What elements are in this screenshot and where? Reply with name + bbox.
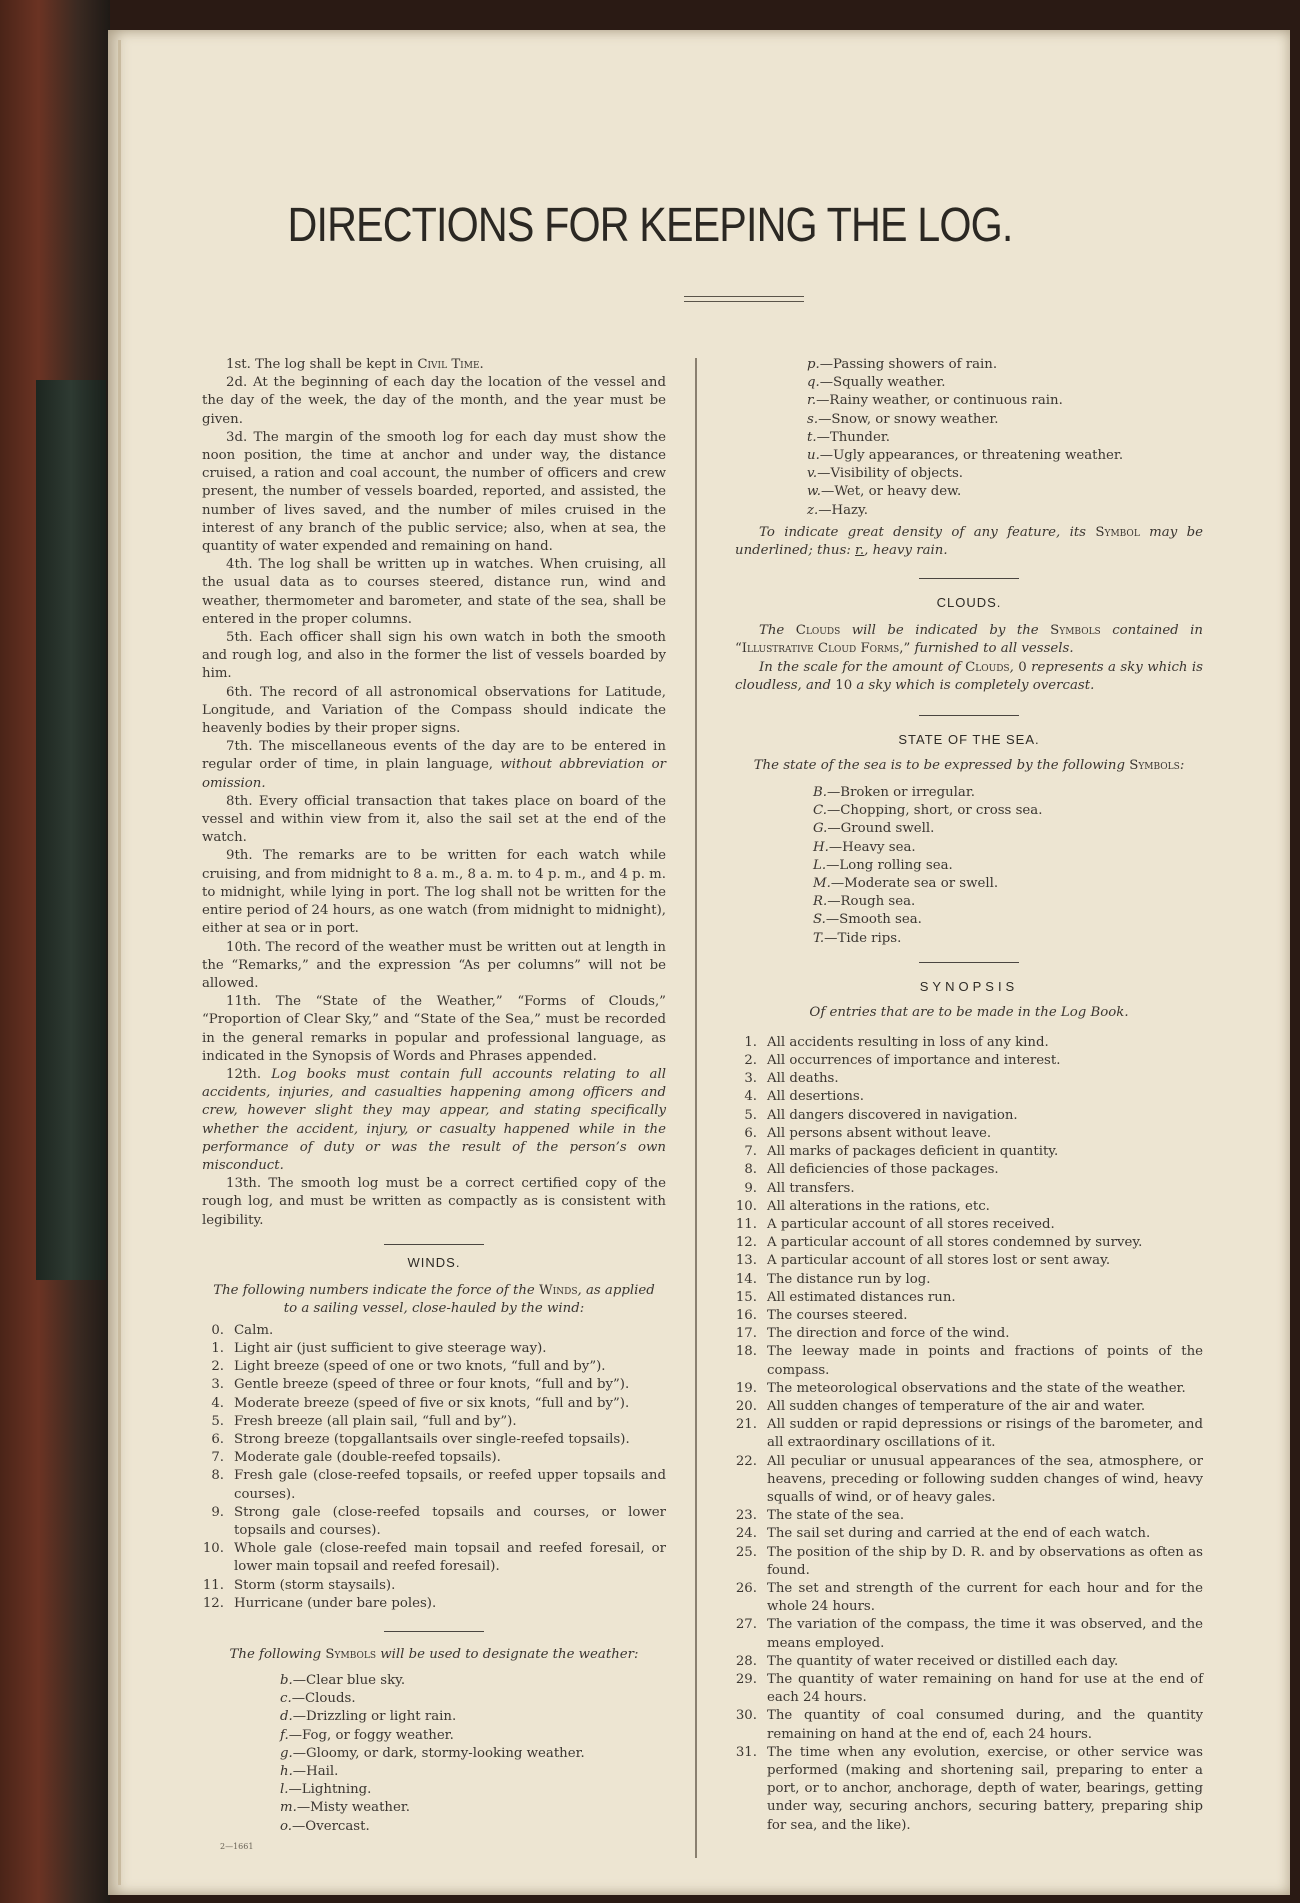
weather-symbol-item: b.—Clear blue sky. <box>280 1673 406 1688</box>
sea-intro: The state of the sea is to be expressed by the following Symbols: <box>753 758 1185 774</box>
synopsis-item: 30. The quantity of coal consumed during, and the quantity remaining on hand at the end of, each 24 hours. <box>735 1708 1203 1742</box>
sea-symbol-item: B.—Broken or irregular. <box>813 785 975 801</box>
right-column <box>735 356 1203 1835</box>
synopsis-subtitle: Of entries that are to be made in the Log Book. <box>809 1004 1129 1020</box>
wind-force-item: 6. Strong breeze (topgallantsails over single-reefed topsails). <box>211 1431 630 1447</box>
wind-force-item: 11. Storm (storm staysails). <box>202 1577 396 1593</box>
book-binding-cloth <box>36 380 106 1280</box>
direction-paragraph: 12th. Log books must contain full accounts relating to all accidents, injuries, and casualties happening among officers and crew, however slight they may appear, and stating specifically whether the accident, injury, or casualty happened while in the performance of duty or was the result of the person’s own misconduct. <box>202 1066 666 1173</box>
direction-ordinal: 8th. <box>226 793 253 809</box>
weather-symbol-item: w.—Wet, or heavy dew. <box>807 484 962 500</box>
synopsis-item: 22. All peculiar or unusual appearances of the sea, atmosphere, or heavens, preceding or following sudden changes of wind, heavy squalls of wind, or of heavy gales. <box>735 1453 1203 1505</box>
direction-paragraph: 10th. The record of the weather must be written out at length in the “Remarks,” and the expression “As per columns” will not be allowed. <box>202 939 666 991</box>
synopsis-item: 11. A particular account of all stores received. <box>735 1216 1055 1232</box>
weather-symbol-item: h.—Hail. <box>280 1764 339 1780</box>
direction-ordinal: 12th. <box>226 1066 262 1082</box>
synopsis-heading: SYNOPSIS <box>919 978 1019 994</box>
page-title: DIRECTIONS FOR KEEPING THE LOG. <box>287 199 1013 252</box>
weather-symbols-intro: The following Symbols will be used to designate the weather: <box>229 1647 639 1662</box>
synopsis-item: 24. The sail set during and carried at the end of each watch. <box>735 1526 1151 1542</box>
synopsis-item: 5. All dangers discovered in navigation. <box>744 1107 1018 1123</box>
title-double-rule <box>684 296 804 302</box>
direction-paragraph: 4th. The log shall be written up in watches. When cruising, all the usual data as to courses steered, distance run, wind and weather, thermometer and barometer, and state of the sea, shall be entered in the proper columns. <box>202 557 666 627</box>
synopsis-item: 15. All estimated distances run. <box>735 1289 956 1305</box>
weather-symbol-item: v.—Visibility of objects. <box>807 466 964 482</box>
synopsis-list <box>735 1034 1203 1835</box>
sea-symbol-item: S.—Smooth sea. <box>813 912 922 928</box>
synopsis-item: 29. The quantity of water remaining on hand for use at the end of each 24 hours. <box>735 1671 1203 1706</box>
sea-symbol-item: T.—Tide rips. <box>813 930 902 946</box>
wind-force-item: 8. Fresh gale (close-reefed topsails, or reefed upper topsails and courses). <box>211 1468 666 1502</box>
synopsis-item: 4. All desertions. <box>744 1089 864 1105</box>
wind-force-item: 10. Whole gale (close-reefed main topsail and reefed foresail, or lower main topsail and reefed foresail). <box>202 1541 666 1575</box>
synopsis-item: 9. All transfers. <box>744 1180 855 1196</box>
weather-symbol-item: m.—Misty weather. <box>280 1800 410 1816</box>
weather-symbol-item: q.—Squally weather. <box>807 375 946 391</box>
synopsis-item: 16. The courses steered. <box>735 1307 908 1323</box>
synopsis-item: 2. All occurrences of importance and interest. <box>744 1053 1061 1069</box>
wind-force-item: 3. Gentle breeze (speed of three or four knots, “full and by”). <box>211 1377 630 1393</box>
wind-force-item: 12. Hurricane (under bare poles). <box>202 1595 437 1611</box>
synopsis-item: 18. The leeway made in points and fractions of points of the compass. <box>735 1344 1203 1378</box>
synopsis-item: 23. The state of the sea. <box>735 1508 905 1524</box>
clouds-para-1: The Clouds will be indicated by the Symbols contained in “Illustrative Cloud Forms,” furnished to all vessels. <box>735 623 1203 657</box>
wind-force-item: 1. Light air (just sufficient to give steerage way). <box>211 1340 547 1356</box>
synopsis-item: 6. All persons absent without leave. <box>744 1125 992 1141</box>
sea-symbol-item: C.—Chopping, short, or cross sea. <box>813 803 1043 819</box>
direction-paragraph: 2d. At the beginning of each day the location of the vessel and the day of the week, the day of the month, and the year must be given. <box>202 375 666 427</box>
weather-symbols-list-b <box>807 356 1203 520</box>
synopsis-item: 10. All alterations in the rations, etc. <box>735 1198 990 1214</box>
synopsis-item: 21. All sudden or rapid depressions or risings of the barometer, and all extraordinary oscillations of it. <box>735 1417 1203 1451</box>
column-divider <box>695 358 697 1858</box>
printer-mark: 2—1661 <box>220 1841 254 1851</box>
direction-paragraph: 8th. Every official transaction that takes place on board of the vessel and within view from it, also the sail set at the end of the watch. <box>202 793 666 846</box>
weather-symbol-item: s.—Snow, or snowy weather. <box>807 411 999 427</box>
synopsis-item: 17. The direction and force of the wind. <box>735 1326 1010 1342</box>
winds-scale-list <box>202 1322 666 1613</box>
weather-symbol-item: g.—Gloomy, or dark, stormy-looking weather. <box>280 1745 585 1761</box>
synopsis-item: 20. All sudden changes of temperature of the air and water. <box>735 1398 1146 1414</box>
density-note: To indicate great density of any feature, its Symbol may be underlined; thus: r., heavy rain. <box>735 524 1203 559</box>
clouds-heading: CLOUDS. <box>936 595 1002 611</box>
direction-ordinal: 6th. <box>226 684 253 700</box>
directions-list <box>202 356 666 1230</box>
direction-paragraph: 5th. Each officer shall sign his own watch in both the smooth and rough log, and also in the former the list of vessels boarded by him. <box>202 630 666 682</box>
direction-ordinal: 10th. <box>226 939 262 955</box>
synopsis-item: 8. All deficiencies of those packages. <box>744 1162 999 1178</box>
synopsis-item: 7. All marks of packages deficient in quantity. <box>744 1144 1059 1160</box>
page-gutter-edge <box>118 40 121 1885</box>
direction-ordinal: 9th. <box>226 848 253 864</box>
synopsis-item: 3. All deaths. <box>744 1071 839 1087</box>
weather-symbol-item: f.—Fog, or foggy weather. <box>280 1727 454 1743</box>
winds-heading: WINDS. <box>407 1254 461 1270</box>
weather-symbol-item: p.—Passing showers of rain. <box>807 357 998 372</box>
wind-force-item: 7. Moderate gale (double-reefed topsails). <box>211 1450 501 1466</box>
weather-symbol-item: r.—Rainy weather, or continuous rain. <box>807 393 1063 409</box>
weather-symbol-item: c.—Clouds. <box>280 1691 356 1707</box>
weather-symbols-list-a <box>280 1672 666 1836</box>
wind-force-item: 0. Calm. <box>211 1322 274 1338</box>
sea-symbols-list <box>813 784 1203 948</box>
sea-heading: STATE OF THE SEA. <box>898 732 1040 748</box>
direction-paragraph: 1st. The log shall be kept in Civil Time. <box>226 357 484 372</box>
synopsis-item: 12. A particular account of all stores condemned by survey. <box>735 1235 1143 1251</box>
direction-paragraph: 9th. The remarks are to be written for each watch while cruising, and from midnight to 8 a. m., 8 a. m. to 4 p. m., and 4 p. m. to midnight, while lying in port. The log shall not be written for the entire period of 24 hours, as one watch (from midnight to midnight), either at sea or in port. <box>202 848 666 937</box>
synopsis-item: 13. A particular account of all stores lost or sent away. <box>735 1253 1111 1269</box>
wind-force-item: 5. Fresh breeze (all plain sail, “full and by”). <box>211 1413 517 1429</box>
wind-force-item: 2. Light breeze (speed of one or two knots, “full and by”). <box>211 1359 606 1375</box>
direction-ordinal: 11th. <box>226 994 262 1010</box>
direction-paragraph: 7th. The miscellaneous events of the day are to be entered in regular order of time, in plain language, without abbreviation or omission. <box>202 739 666 791</box>
weather-symbol-item: t.—Thunder. <box>807 429 890 445</box>
weather-symbol-item: l.—Lightning. <box>280 1782 372 1798</box>
synopsis-item: 25. The position of the ship by D. R. and by observations as often as found. <box>735 1544 1203 1578</box>
winds-intro: The following numbers indicate the force of the Winds, as applied to a sailing vessel, close-hauled by the wind: <box>213 1282 655 1316</box>
direction-ordinal: 13th. <box>226 1176 262 1192</box>
left-column <box>202 356 666 1851</box>
synopsis-item: 14. The distance run by log. <box>735 1271 931 1287</box>
direction-paragraph: 11th. The “State of the Weather,” “Forms of Clouds,” “Proportion of Clear Sky,” and “State of the Sea,” must be recorded in the general remarks in popular and professional language, as indicated in the Synopsis of Words and Phrases appended. <box>202 994 666 1064</box>
sea-symbol-item: L.—Long rolling sea. <box>813 857 953 873</box>
wind-force-item: 4. Moderate breeze (speed of five or six knots, “full and by”). <box>211 1395 630 1411</box>
sea-symbol-item: G.—Ground swell. <box>813 821 935 837</box>
synopsis-item: 27. The variation of the compass, the time it was observed, and the means employed. <box>735 1617 1203 1651</box>
direction-ordinal: 2d. <box>226 375 248 391</box>
direction-ordinal: 5th. <box>226 630 253 646</box>
wind-force-item: 9. Strong gale (close-reefed topsails and courses, or lower topsails and courses). <box>211 1504 666 1538</box>
direction-ordinal: 1st. <box>226 357 251 372</box>
direction-ordinal: 7th. <box>226 739 253 755</box>
direction-paragraph: 6th. The record of all astronomical observations for Latitude, Longitude, and Variation of the Compass should indicate the heavenly bodies by their proper signs. <box>202 684 666 737</box>
sea-symbol-item: H.—Heavy sea. <box>813 839 916 855</box>
direction-ordinal: 3d. <box>226 429 248 445</box>
direction-paragraph: 13th. The smooth log must be a correct certified copy of the rough log, and must be written as compactly as is consistent with legibility. <box>202 1176 666 1228</box>
synopsis-item: 31. The time when any evolution, exercise, or other service was performed (making and shortening sail, preparing to enter a port, or to anchor, anchorage, depth of water, bearings, getting under way, securing anchors, securing battery, preparing ship for sea, and the like). <box>735 1744 1203 1833</box>
clouds-para-2: In the scale for the amount of Clouds, 0 represents a sky which is cloudless, and 10 a sky which is completely overcast. <box>735 659 1203 693</box>
synopsis-item: 19. The meteorological observations and the state of the weather. <box>735 1380 1186 1396</box>
weather-symbol-item: u.—Ugly appearances, or threatening weather. <box>807 448 1124 464</box>
direction-paragraph: 3d. The margin of the smooth log for each day must show the noon position, the time at anchor and under way, the distance cruised, a ration and coal account, the number of officers and crew present, the number of vessels boarded, reported, and assisted, the number of lives saved, and the number of miles cruised in the interest of any branch of the public service; also, when at sea, the quantity of water expended and remaining on hand. <box>202 429 666 555</box>
weather-symbol-item: z.—Hazy. <box>807 502 869 518</box>
synopsis-item: 28. The quantity of water received or distilled each day. <box>735 1653 1119 1669</box>
weather-symbol-item: d.—Drizzling or light rain. <box>280 1709 457 1725</box>
synopsis-item: 26. The set and strength of the current for each hour and for the whole 24 hours. <box>735 1580 1203 1615</box>
sea-symbol-item: M.—Moderate sea or swell. <box>813 876 999 892</box>
synopsis-item: 1. All accidents resulting in loss of any kind. <box>744 1034 1049 1050</box>
sea-symbol-item: R.—Rough sea. <box>813 894 916 910</box>
direction-ordinal: 4th. <box>226 557 253 573</box>
weather-symbol-item: o.—Overcast. <box>280 1818 370 1834</box>
